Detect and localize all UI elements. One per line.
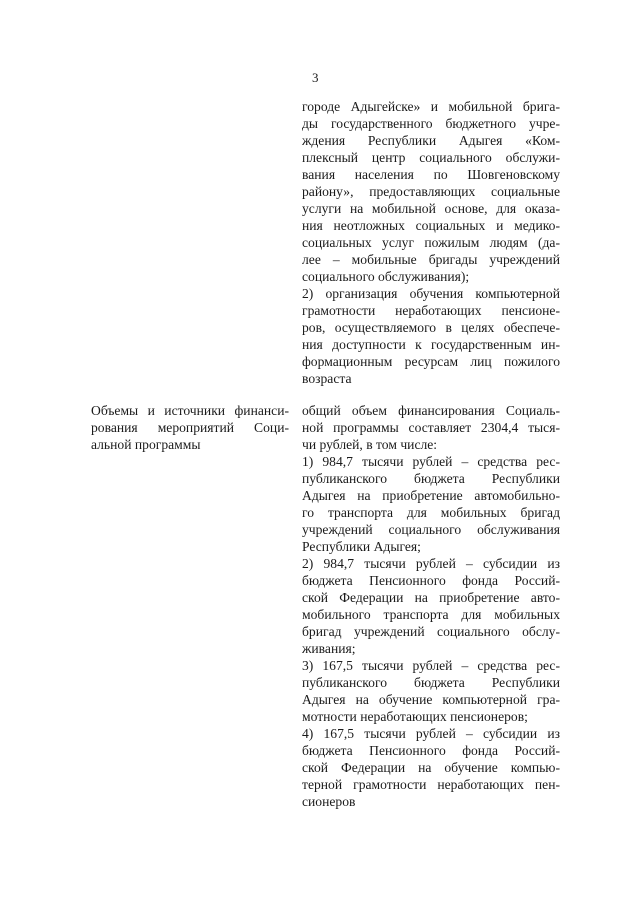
- text-line: го транспорта для мобильных бригад: [302, 505, 560, 520]
- text-line: ской Федерации на приобретение авто-: [302, 590, 560, 605]
- text-line: ждения Республики Адыгея «Ком-: [302, 133, 560, 148]
- text-line: городе Адыгейске» и мобильной брига-: [302, 99, 560, 114]
- text-line: учреждений социального обслуживания: [302, 522, 560, 537]
- text-line: услуги на мобильной основе, для оказа-: [302, 201, 560, 216]
- text-line: сионеров: [302, 794, 356, 809]
- text-line: плексный центр социального обслужи-: [302, 150, 560, 165]
- text-line: социального обслуживания);: [302, 269, 470, 284]
- text-line: мотности неработающих пенсионеров;: [302, 709, 528, 724]
- text-line: мобильного транспорта для мобильных: [302, 607, 560, 622]
- page-number: 3: [312, 70, 319, 85]
- text-line: формационным ресурсам лиц пожилого: [302, 354, 560, 369]
- text-line: 4) 167,5 тысячи рублей – субсидии из: [302, 726, 560, 741]
- text-line: бригад учреждений социального обслу-: [302, 624, 560, 639]
- text-line: 2) организация обучения компьютерной: [302, 286, 560, 301]
- text-line: ния доступности к государственным ин-: [302, 337, 560, 352]
- text-line: 2) 984,7 тысячи рублей – субсидии из: [302, 556, 560, 571]
- text-line: живания;: [302, 641, 356, 656]
- text-line: Адыгея на обучение компьютерной гра-: [302, 692, 560, 707]
- text-line: району», предоставляющих социальные: [302, 184, 560, 199]
- text-line: грамотности неработающих пенсионе-: [302, 303, 560, 318]
- text-line: 1) 984,7 тысячи рублей – средства рес-: [302, 454, 560, 469]
- text-line: ды государственного бюджетного учре-: [302, 116, 560, 131]
- text-line: терной грамотности неработающих пен-: [302, 777, 560, 792]
- text-line: публиканского бюджета Республики: [302, 471, 560, 486]
- text-line: чи рублей, в том числе:: [302, 437, 438, 452]
- text-line: лее – мобильные бригады учреждений: [302, 252, 560, 267]
- text-line: ров, осуществляемого в целях обеспече-: [302, 320, 560, 335]
- text-line: 3) 167,5 тысячи рублей – средства рес-: [302, 658, 560, 673]
- text-line: вания населения по Шовгеновскому: [302, 167, 560, 182]
- text-line: социальных услуг пожилым людям (да-: [302, 235, 560, 250]
- text-line: ской Федерации на обучение компью-: [302, 760, 560, 775]
- text-line: общий объем финансирования Социаль-: [302, 403, 560, 418]
- text-line: публиканского бюджета Республики: [302, 675, 560, 690]
- text-line: бюджета Пенсионного фонда Россий-: [302, 743, 560, 758]
- text-line: ния неотложных социальных и медико-: [302, 218, 560, 233]
- text-line: Адыгея на приобретение автомобильно-: [302, 488, 560, 503]
- text-line: возраста: [302, 371, 352, 386]
- text-line: бюджета Пенсионного фонда Россий-: [302, 573, 560, 588]
- text-line: ной программы составляет 2304,4 тыся-: [302, 420, 560, 435]
- text-line: Республики Адыгея;: [302, 539, 421, 554]
- label-line: рования мероприятий Соци-: [91, 420, 289, 435]
- label-line: альной программы: [91, 437, 201, 452]
- label-line: Объемы и источники финанси-: [91, 403, 289, 418]
